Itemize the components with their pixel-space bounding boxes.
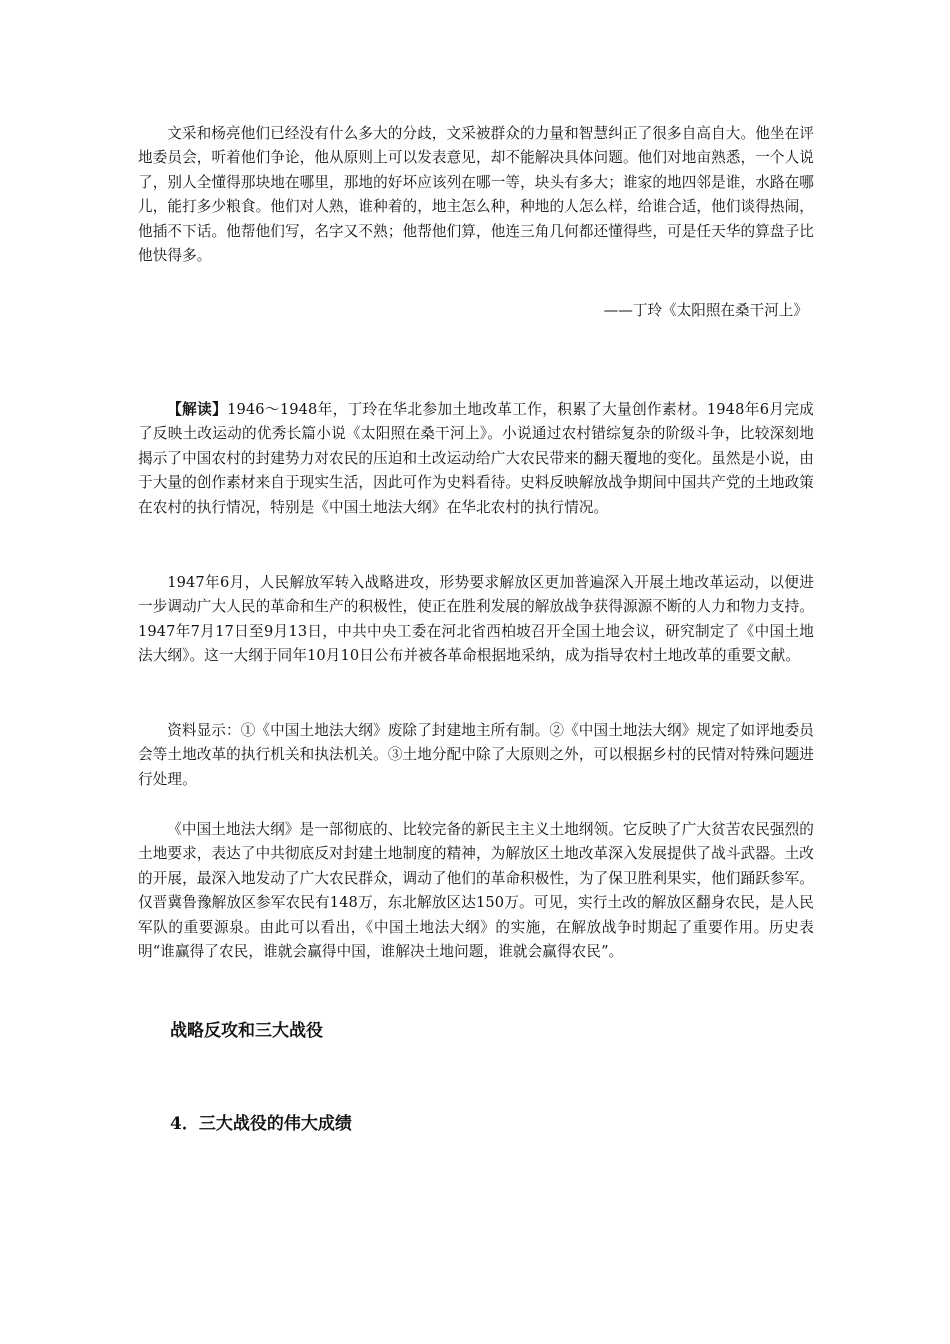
interpretation-text: 1946～1948年，丁玲在华北参加土地改革工作，积累了大量创作素材。1948年6月完成了反映土改运动的优秀长篇小说《太阳照在桑干河上》。小说通过农村错综复杂的阶级斗争，比较深刻地揭示了中国农村的封建势力对农民的压迫和土改运动给广大农民带来的翻天覆地的变化。虽然是小说，由于大量的创作素材来自于现实生活，因此可作为史料看待。史料反映解放战争期间中国共产党的土地政策在农村的执行情况，特别是《中国土地法大纲》在华北农村的执行情况。	[138, 401, 815, 516]
subsection-heading: 4．三大战役的伟大成绩	[170, 1114, 352, 1134]
quote-attribution: ——丁玲《太阳照在桑干河上》	[603, 302, 808, 319]
section-heading: 战略反攻和三大战役	[170, 1021, 323, 1041]
quote-paragraph: 文采和杨亮他们已经没有什么多大的分歧，文采被群众的力量和智慧纠正了很多自高自大。他坐在评地委员会，听着他们争论，他从原则上可以发表意见，却不能解决具体问题。他们对地亩熟悉，一个人说了，别人全懂得那块地在哪里，那地的好坏应该列在哪一等，块头有多大；谁家的地四邻是谁，水路在哪儿，能打多少粮食。他们对人熟，谁种着的，地主怎么种，种地的人怎么样，给谁合适，他们谈得热闹，他插不下话。他帮他们写，名字又不熟；他帮他们算，他连三角几何都还懂得些，可是任天华的算盘子比他快得多。	[138, 125, 814, 265]
interpretation-label: 【解读】	[167, 401, 228, 418]
land-law-significance-paragraph: 《中国土地法大纲》是一部彻底的、比较完备的新民主主义土地纲领。它反映了广大贫苦农民强烈的土地要求，表达了中共彻底反对封建土地制度的精神，为解放区土地改革深入发展提供了战斗武器。土改的开展，最深入地发动了广大农民群众，调动了他们的革命积极性，为了保卫胜利果实，他们踊跃参军。仅晋冀鲁豫解放区参军农民有148万，东北解放区达150万。可见，实行土改的解放区翻身农民，是人民军队的重要源泉。由此可以看出，《中国土地法大纲》的实施，在解放战争时期起了重要作用。历史表明“谁赢得了农民，谁就会赢得中国，谁解决土地问题，谁就会赢得农民”。	[138, 821, 814, 961]
materials-paragraph: 资料显示：①《中国土地法大纲》废除了封建地主所有制。②《中国土地法大纲》规定了如评地委员会等土地改革的执行机关和执法机关。③土地分配中除了大原则之外，可以根据乡村的民情对特殊问题进行处理。	[138, 722, 814, 788]
land-conference-paragraph: 1947年6月，人民解放军转入战略进攻，形势要求解放区更加普遍深入开展土地改革运动，以便进一步调动广大人民的革命和生产的积极性，使正在胜利发展的解放战争获得源源不断的人力和物力支持。1947年7月17日至9月13日，中共中央工委在河北省西柏坡召开全国土地会议，研究制定了《中国土地法大纲》。这一大纲于同年10月10日公布并被各革命根据地采纳，成为指导农村土地改革的重要文献。	[138, 574, 814, 665]
interpretation-paragraph	[138, 398, 814, 520]
